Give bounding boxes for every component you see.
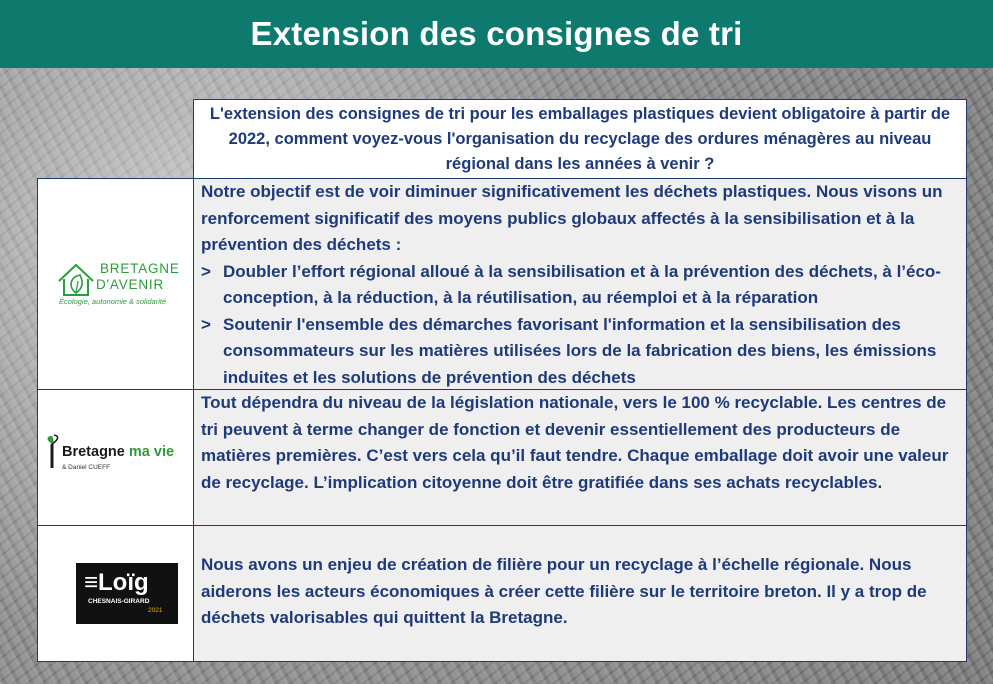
bretagne-ma-vie-logo [46,434,188,478]
logo-line2: D'AVENIR [96,277,164,292]
logo-subtitle: & Daniel CUEFF [62,464,111,471]
logo-cell-loig [37,525,194,662]
bullet-marker: > [201,261,211,281]
logo-title-suffix: ma vie [124,444,175,460]
logo-cell-bretagne-davenir [37,178,194,390]
loig-logo [76,563,178,624]
logo-tagline: Écologie, autonomie & solidarité [59,297,167,306]
answer-text: Nous avons un enjeu de création de filière pour un recyclage à l’échelle régionale. Nous aiderons les acteurs économiques à créer cette filière sur le territoire breton. Il y a trop de déchets valorisables qui quittent la Bretagne. [201,555,927,627]
logo-title: ≡Loïg [84,569,149,596]
answer-cell-loig [193,525,967,662]
answer-intro: Notre objectif est de voir diminuer significativement les déchets plastiques. Nous visons un renforcement significatif des moyens publics globaux affectés à la sensibilisation et à la prévention des déchets : [201,182,943,254]
answer-bullet [201,259,960,312]
house-leaf-icon [56,261,96,297]
logo-title-prefix: Bretagne [62,444,125,460]
answer-cell-bretagne-ma-vie [193,389,967,526]
page-title: Extension des consignes de tri [0,0,993,68]
logo-line1: BRETAGNE [100,261,180,276]
bullet-text: Soutenir l'ensemble des démarches favorisant l'information et la sensibilisation des consommateurs sur les matières utilisées lors de la fabrication des biens, les émissions induites et les solutions de prévention des déchets [223,314,937,387]
logo-title [62,444,174,460]
logo-year: 2021 [148,607,163,614]
bullet-marker: > [201,314,211,334]
answer-text: Tout dépendra du niveau de la législation nationale, vers le 100 % recyclable. Les centres de tri peuvent à terme changer de fonction et devenir essentiellement des producteurs de matières premières. C’est vers cela qu’il faut tendre. Chaque emballage doit avoir une valeur de recyclage. L’implication citoyenne doit être gratifiée dans ses achats recyclables. [201,393,949,492]
bullet-text: Doubler l’effort régional alloué à la sensibilisation et à la prévention des déchets, à l’éco-conception, à la réduction, à la réutilisation, au réemploi et à la réparation [223,261,941,307]
answer-cell-bretagne-davenir [193,178,967,390]
logo-subtitle: CHESNAIS-GIRARD [88,598,150,605]
question-cell: L'extension des consignes de tri pour les emballages plastiques devient obligatoire à partir de 2022, comment voyez-vous l'organisation du recyclage des ordures ménagères au niveau régional dans les années à venir ? [193,99,967,179]
bretagne-davenir-logo [56,261,178,311]
logo-cell-bretagne-ma-vie [37,389,194,526]
answer-bullet [201,312,960,392]
